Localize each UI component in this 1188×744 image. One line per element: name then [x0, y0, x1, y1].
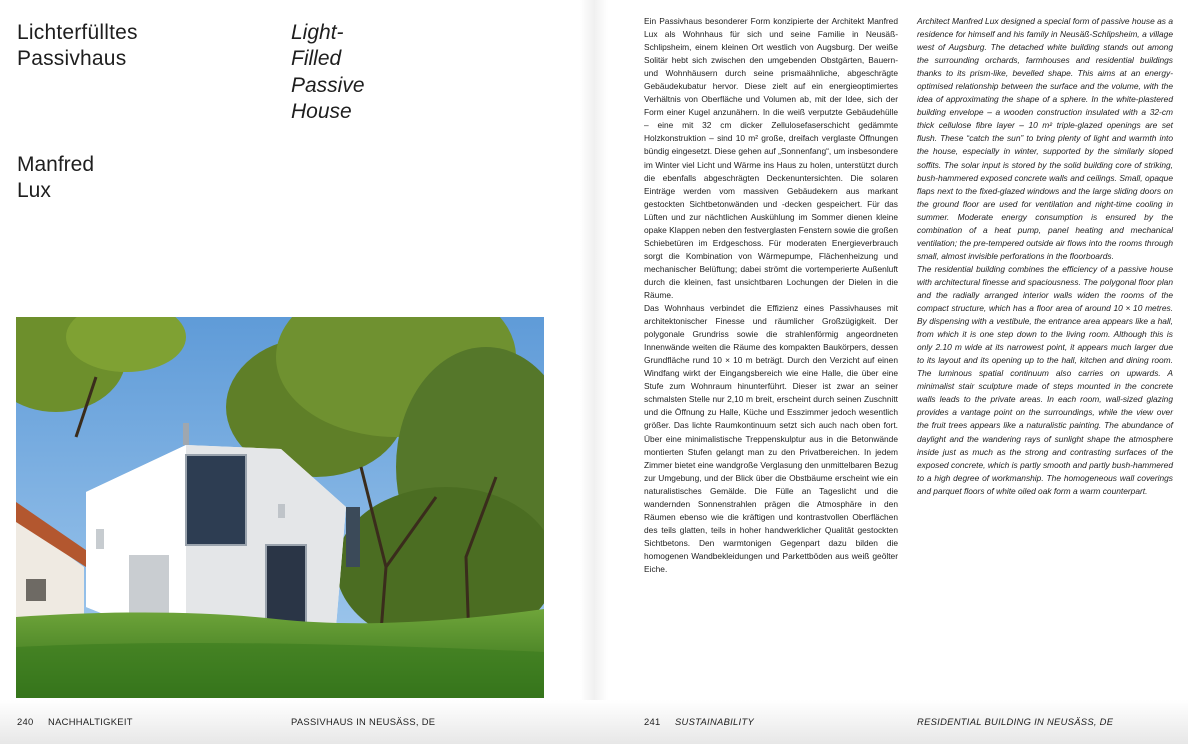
book-gutter — [580, 0, 608, 744]
page-number-left: 240 — [17, 716, 34, 727]
body-paragraph-en-2: The residential building combines the efficiency of a passive house with architectural finesse and spaciousness. The polygonal floor plan and the radially arranged interior walls widen the rooms of the compact structure, which has a floor area of around 10 × 10 metres. By dispensing with a vestibule, the entrance area appears like a hall, from which it is one step down to the living room. Although this is only 2.10 m wide at its narrowest point, it appears much larger due to its layout and its opening up to the hall, kitchen and dining room. The luminous spatial continuum also carries on upwards. A minimalist stair sculpture made of steps mounted in the concrete walls leads to the private areas. In each room, wall-sized glazing provides a vantage point on the surroundings, while the view over the fruit trees appears like a naturalistic painting. The abundance of daylight and the wandering rays of sunlight shape the atmosphere inside just as much as the strong and contrasting surfaces of the exposed concrete, which is partly smooth and partly bush-hammered to a high degree of workmanship. The homogeneous wall coverings and parquet floors of white oiled oak form a warm counterpart. — [917, 263, 1173, 496]
house-photo — [16, 317, 544, 698]
section-label-right: SUSTAINABILITY — [675, 716, 755, 727]
project-label-right: RESIDENTIAL BUILDING IN NEUSÄSS, DE — [917, 716, 1114, 727]
project-label-left: PASSIVHAUS IN NEUSÄSS, DE — [291, 716, 436, 727]
architect-name: Manfred Lux — [17, 153, 95, 202]
body-text-german — [644, 15, 898, 576]
title-german: Lichterfülltes Passivhaus — [17, 21, 138, 70]
title-english: Light- Filled Passive House — [291, 21, 365, 124]
page-number-right: 241 — [644, 716, 661, 727]
body-paragraph-de-1: Ein Passivhaus besonderer Form konzipierte der Architekt Manfred Lux als Wohnhaus für sich und seine Familie in Neusäß-Schlipsheim, einem kleinen Ort westlich von Augsburg. Der weiße Solitär hebt sich zwischen den umgebenden Obstgärten, Bauern- und Wohnhäusern durch seine prismaähnliche, abgeschrägte Gebäudekubatur hervor. Diese zielt auf ein energieoptimiertes Verhältnis von Oberfläche und Volumen ab, mit der Idee, sich der Form einer Kugel anzunähern. In die weiß verputzte Gebäudehülle – eine mit 32 cm dicker Zellulosefaserschicht gedämmte Holzkonstruktion – sind 10 m² große, dreifach verglaste Öffnungen bündig eingesetzt. Diese gehen auf „Sonnenfang“, um insbesondere im Winter viel Licht und Wärme ins Haus zu holen, unterstützt durch die ebenfalls abgeschrägten Deckenuntersichten. Die solaren Einträge werden vom massiven Gebäudekern aus markant gestockten Sichtbetonwänden und -decken gespeichert. Für das Lüften und zur nächtlichen Auskühlung im Sommer dienen kleine opake Klappen neben den festverglasten Fenstern sowie die großen Schiebetüren im Erdgeschoss. Für moderaten Energieverbrauch sorgt die Kombination von Wärmepumpe, Flächenheizung und mechanischer Belüftung; dabei strömt die vortemperierte Außenluft durch die kleinen, fast unsichtbaren Lochungen der Dielen in die Räume. — [644, 16, 898, 300]
body-paragraph-de-2: Das Wohnhaus verbindet die Effizienz eines Passivhauses mit architektonischer Finesse und räumlicher Großzügigkeit. Der polygonale Grundriss sowie die strahlenförmig angeordneten Innenwände weiten die Räume des kompakten Baukörpers, dessen Grundfläche rund 10 × 10 m beträgt. Durch den Verzicht auf einen Windfang wirkt der Eingangsbereich wie eine Halle, die über eine Stufe zum Wohnraum hinunterführt. Dieser ist zwar an seiner schmalsten Stelle nur 2,10 m breit, erscheint durch seinen Zuschnitt und die Öffnung zu Halle, Küche und Esszimmer jedoch wesentlich größer. Das lichte Raumkontinuum setzt sich auch nach oben fort. Über eine minimalistische Treppenskulptur aus in die Betonwände montierten Stufen gelangt man zu den Privatbereichen. In jedem Zimmer bietet eine wandgroße Verglasung den unmittelbaren Bezug zur Umgebung, und der Blick über die Obstbäume erscheint wie ein naturalistisches Gemälde. Die Fülle an Tageslicht und die wandernden Sonnenstrahlen prägen die Atmosphäre in den Räumen ebenso wie die kräftigen und kontrastvollen Oberflächen des teils glatten, teils in hoher handwerklicher Qualität gestockten Sichtbetons. Den warmtonigen Gegenpart dazu bilden die homogenen Wandbekleidungen und Parkettböden aus weiß geölter Eiche. — [644, 303, 898, 574]
body-text-english — [917, 15, 1173, 498]
section-label-left: NACHHALTIGKEIT — [48, 716, 133, 727]
body-paragraph-en-1: Architect Manfred Lux designed a special form of passive house as a residence for himself and his family in Neusäß-Schlipsheim, a village west of Augsburg. The detached white building stands out among the surrounding orchards, farmhouses and residential buildings thanks to its prism-like, bevelled shape. This aims at an energy-optimised relationship between the surface and the volume, with the idea of approximating the shape of a sphere. In the white-plastered building envelope – a wooden construction insulated with a 32-cm thick cellulose fibre layer – 10 m² triple-glazed openings are set flush. These “catch the sun” to bring plenty of light and warmth into the house, especially in winter, supported by the similarly sloped soffits. The solar input is stored by the solid building core of striking, bush-hammered exposed concrete walls and ceilings. Small, opaque flaps next to the fixed-glazed windows and the large sliding doors on the ground floor are used for ventilation and night-time cooling in summer. Moderate energy consumption is ensured by the combination of a heat pump, panel heating and mechanical ventilation; the pre-tempered outside air flows into the rooms through small, almost invisible perforations in the floorboards. — [917, 16, 1173, 261]
